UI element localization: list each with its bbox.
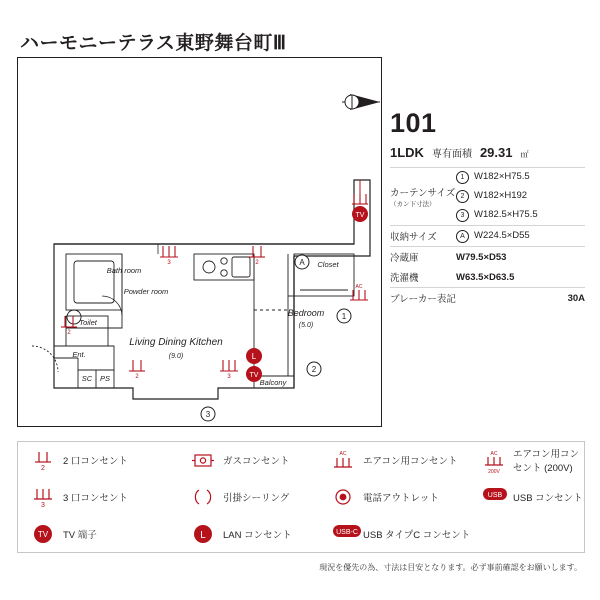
lan-outlet-icon [192,523,214,545]
plan-badge-A [294,254,310,270]
outlet-2-icon [126,358,148,380]
svg-text:1: 1 [341,312,347,321]
room-label-closet: Closet [317,260,339,269]
spec-value: 2 W182×H192 [456,187,585,206]
ac-outlet-200v-icon [482,449,504,476]
legend-label: エアコン用コンセント [363,456,458,468]
footnote: 現況を優先の為、寸法は目安となります。必ず事前確認をお願いします。 [319,563,582,572]
svg-text:3: 3 [41,501,45,508]
unit-layout: 1LDK [390,145,424,160]
spec-value: 3 W182.5×H75.5 [456,206,585,225]
svg-text:2: 2 [311,365,317,374]
legend-item-tv-terminal [32,523,192,545]
legend-item-outlet-3 [32,486,192,508]
svg-text:2: 2 [255,260,259,266]
breaker-value: 30A [567,292,585,304]
spec-head-washer: 洗濯機 [390,273,419,284]
room-label-balcony: Balcony [259,378,287,387]
legend-item-outlet-2 [32,449,192,471]
area-value: 29.31 [479,145,513,160]
page-title: ハーモニーテラス東野舞台町Ⅲ [20,33,287,54]
legend-item-phone-outlet [332,486,482,508]
legend-label: エアコン用コンセント (200V) [513,449,580,475]
table-row [390,247,585,268]
outlet-3-icon [218,358,240,380]
tv-terminal-icon [244,364,264,384]
svg-text:USB: USB [487,491,503,499]
room-label-sc: SC [81,374,93,383]
svg-text:TV: TV [37,529,49,539]
lan-outlet-icon [244,346,264,366]
legend-item-usb-c-outlet [332,523,482,545]
phone-outlet-icon [332,486,354,508]
svg-text:3: 3 [167,260,171,266]
svg-text:3: 3 [227,374,231,380]
outlet-2-icon [32,449,54,471]
table-row [390,168,585,187]
ac-outlet-icon [348,282,370,306]
svg-text:L: L [200,529,206,541]
room-label-entrance: Ent. [72,350,86,359]
legend-item-usb-outlet [482,486,584,508]
legend-label: 電話アウトレット [363,492,439,504]
room-label-bath: Bath room [106,266,142,275]
room-label-ps: PS [99,374,110,383]
spec-head-curtain: カーテンサイズ （カン下寸法） [390,188,456,208]
room-label-powder: Powder room [123,287,169,296]
legend-label: USB タイプC コンセント [363,529,471,541]
spec-value: 1 W182×H75.5 [456,168,585,187]
floor-plan [17,57,382,427]
table-row [390,288,585,309]
tv-terminal-icon [32,523,54,545]
room-label-toilet: Toilet [79,318,97,327]
ac-outlet-icon [332,449,354,471]
svg-text:L: L [251,352,257,361]
plan-walls [18,58,381,426]
usb-c-outlet-icon [332,523,358,545]
legend-item-lan-outlet [192,523,332,545]
area-label: 専有面積 [431,149,472,160]
svg-text:3: 3 [205,410,211,419]
legend-label: USB コンセント [513,492,583,504]
legend-label: 引掛シーリング [223,492,290,504]
svg-text:2: 2 [41,465,45,472]
spec-table [390,168,585,308]
svg-text:200V: 200V [488,469,500,476]
legend-item-ac-outlet-200v [482,446,584,474]
outlet-3-icon [158,244,180,266]
legend-label: LAN コンセント [223,529,292,541]
outlet-2-icon [58,314,80,336]
room-label-bedroom: Bedroom (5.0) [287,308,325,330]
legend-item-ceiling-hook [192,486,332,508]
svg-text:AC: AC [355,284,363,290]
svg-text:AC: AC [339,451,347,458]
legend-label: TV 端子 [63,529,97,541]
unit-type-row [390,137,585,168]
legend-box [17,441,585,553]
svg-text:2: 2 [135,374,139,380]
spec-head-breaker: ブレーカー表記 [390,294,456,305]
unit-number: 101 [390,108,437,138]
svg-text:A: A [299,258,305,267]
svg-text:USB-C: USB-C [336,528,358,536]
spec-value: W79.5×D53 [456,251,507,263]
svg-text:AC: AC [490,451,498,458]
usb-outlet-icon [482,486,504,508]
gas-outlet-icon [192,449,214,471]
legend-item-ac-outlet [332,449,482,471]
legend-label: ガスコンセント [223,456,290,468]
svg-text:TV: TV [355,212,365,219]
tv-terminal-icon [350,180,370,226]
unit-info-panel [390,110,585,308]
outlet-2-icon [246,244,268,266]
ceiling-hook-icon [192,486,214,508]
spec-head-storage: 収納サイズ [390,232,437,243]
svg-text:2: 2 [67,330,71,336]
spec-head-fridge: 冷蔵庫 [390,253,419,264]
legend-label: 2 口コンセント [63,456,128,468]
spec-value: W63.5×D63.5 [456,271,515,283]
area-unit: ㎡ [520,150,529,159]
plan-badge-3 [200,406,216,422]
outlet-3-icon [32,486,54,508]
spec-value: A W224.5×D55 [456,226,585,247]
legend-label: 3 口コンセント [63,492,128,504]
legend-item-gas-outlet [192,449,332,471]
plan-badge-2 [306,361,322,377]
table-row [390,226,585,247]
svg-text:TV: TV [249,372,259,379]
table-row [390,267,585,287]
room-label-ldk: Living Dining Kitchen (9.0) [129,337,223,360]
plan-badge-1 [336,308,352,324]
